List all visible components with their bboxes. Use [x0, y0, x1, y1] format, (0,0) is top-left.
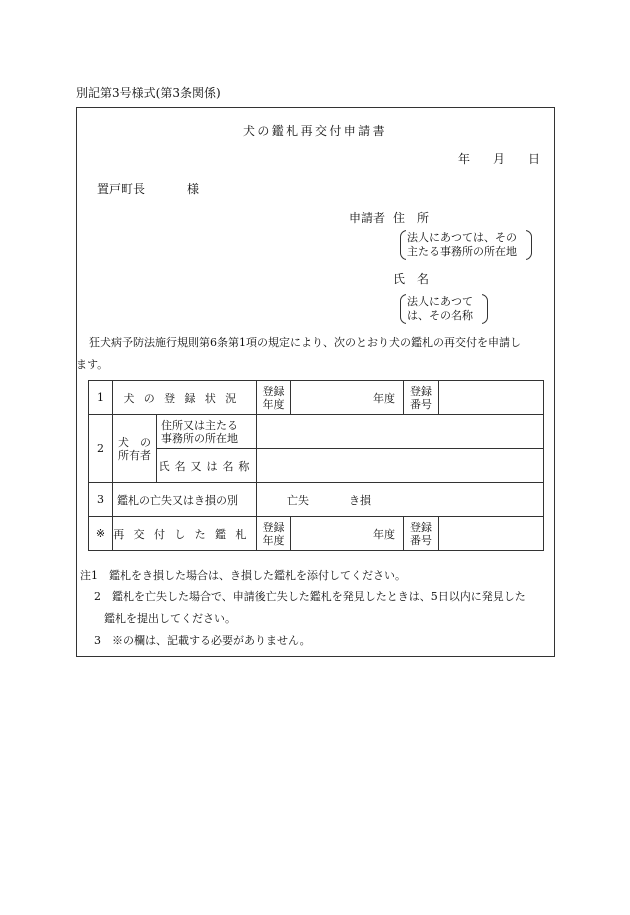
name-note-line1: 法人にあつて: [407, 295, 473, 308]
row1-fiscal-year[interactable]: 年度: [291, 381, 404, 415]
note-1: 注1 鑑札をき損した場合は、き損した鑑札を添付してください。: [80, 569, 406, 582]
date-month: 月: [493, 152, 506, 166]
registration-table: [88, 380, 544, 551]
note-2-line1: 2 鑑札を亡失した場合で、申請後亡失した鑑札を発見したときは、5日以内に発見した: [94, 590, 526, 603]
lost-option[interactable]: 亡失: [287, 493, 310, 507]
address-note-line1: 法人にあつては、その: [407, 231, 517, 244]
row4-reg-year-label: 登録 年度: [257, 517, 291, 551]
body-text-line2: ます。: [76, 358, 109, 371]
row2-address-field[interactable]: [257, 415, 544, 449]
row4-fiscal-year[interactable]: 年度: [291, 517, 404, 551]
row2-number: 2: [89, 415, 113, 483]
table-row: [89, 517, 544, 551]
row3-number: 3: [89, 483, 113, 517]
row1-label: 犬の登録状況: [113, 381, 257, 415]
row2-name-label: 氏名又は名称: [157, 449, 257, 483]
name-note-line2: は、その名称: [407, 309, 473, 322]
row4-label: 再交付した鑑札: [113, 517, 257, 551]
date-year: 年: [458, 152, 471, 166]
row1-reg-no-label: 登録 番号: [404, 381, 439, 415]
note-3: 3 ※の欄は、記載する必要がありません。: [94, 634, 311, 647]
table-row: [89, 415, 544, 449]
applicant-address-label: 住 所: [393, 211, 430, 225]
body-text-line1: 狂犬病予防法施行規則第6条第1項の規定により、次のとおり犬の鑑札の再交付を申請し: [89, 336, 521, 349]
row4-mark: ※: [89, 517, 113, 551]
applicant-name-label: 氏 名: [393, 272, 430, 286]
row4-reg-no-boxes[interactable]: [439, 517, 544, 551]
note-2-line2: 鑑札を提出してください。: [104, 612, 236, 625]
row1-reg-year-label: 登録 年度: [257, 381, 291, 415]
row1-reg-no-boxes[interactable]: [439, 381, 544, 415]
damaged-option[interactable]: き損: [349, 493, 372, 507]
form-title: 犬の鑑札再交付申請書: [242, 124, 387, 138]
table-row: [89, 449, 544, 483]
row2-name-field[interactable]: [257, 449, 544, 483]
row4-reg-no-label: 登録 番号: [404, 517, 439, 551]
row2-owner-label: 犬 の 所有者: [113, 415, 157, 483]
applicant-label: 申請者: [349, 211, 386, 225]
table-row: [89, 381, 544, 415]
row2-address-label: 住所又は主たる 事務所の所在地: [157, 415, 257, 449]
date-day: 日: [528, 152, 541, 166]
table-row: [89, 483, 544, 517]
addressee-honorific: 様: [187, 182, 200, 196]
addressee-name: 置戸町長: [97, 182, 146, 196]
form-number-label: 別記第3号様式(第3条関係): [76, 86, 221, 100]
row3-label: 鑑札の亡失又はき損の別: [113, 483, 257, 517]
row3-options[interactable]: [257, 483, 544, 517]
address-note-line2: 主たる事務所の所在地: [407, 245, 517, 258]
row1-number: 1: [89, 381, 113, 415]
